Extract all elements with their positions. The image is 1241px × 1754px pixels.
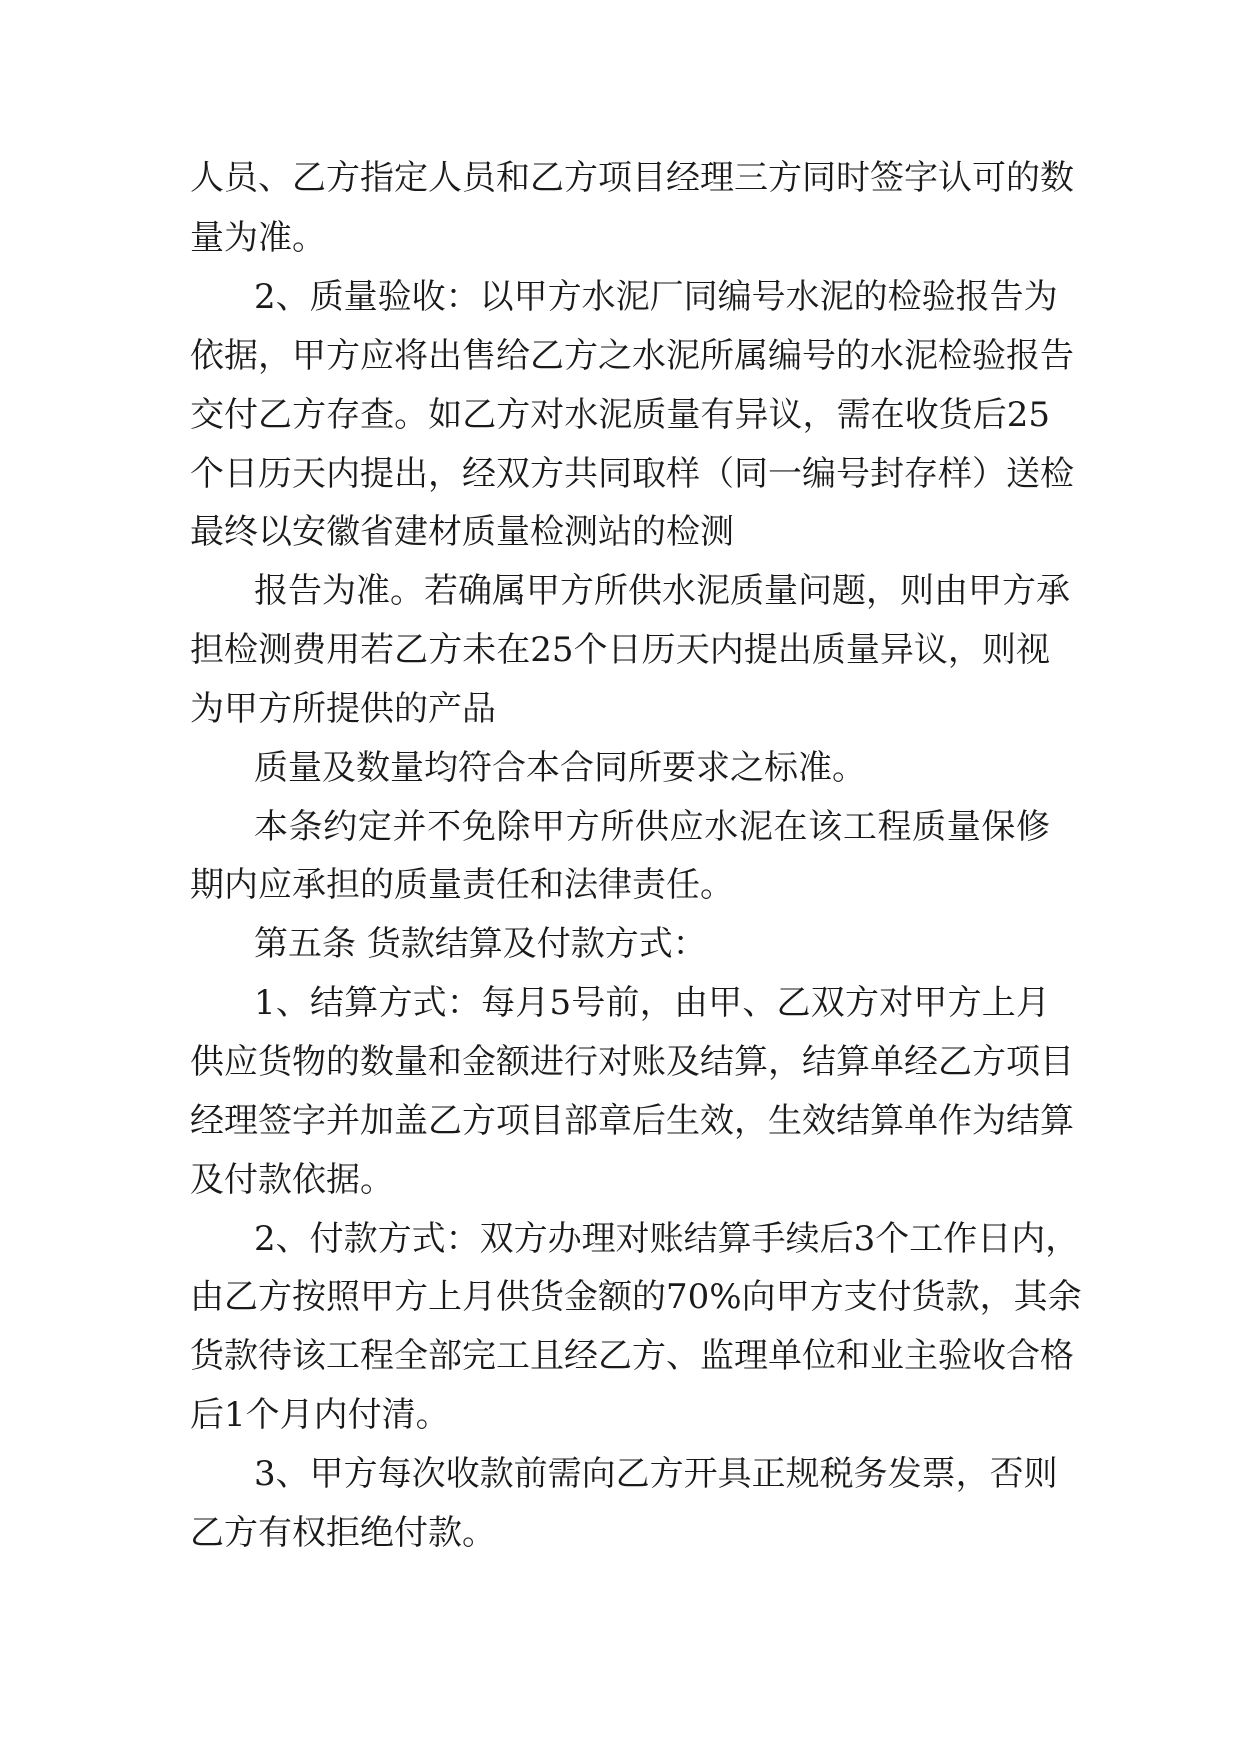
text-line: 量为准。	[190, 218, 326, 258]
text-line: 个日历天内提出，经双方共同取样（同一编号封存样）送检	[190, 454, 1074, 494]
text-line: 期内应承担的质量责任和法律责任。	[190, 865, 734, 905]
text-line: 后1个月内付清。	[190, 1395, 450, 1435]
text-line: 报告为准。若确属甲方所供水泥质量问题，则由甲方承	[254, 571, 1070, 611]
text-line: 乙方有权拒绝付款。	[190, 1513, 496, 1553]
text-line: 2、付款方式：双方办理对账结算手续后3个工作日内，	[254, 1219, 1080, 1259]
text-line: 人员、乙方指定人员和乙方项目经理三方同时签字认可的数	[190, 158, 1074, 198]
text-line: 货款待该工程全部完工且经乙方、监理单位和业主验收合格	[190, 1336, 1074, 1376]
text-line: 由乙方按照甲方上月供货金额的70%向甲方支付货款，其余	[190, 1277, 1082, 1317]
text-line: 供应货物的数量和金额进行对账及结算，结算单经乙方项目	[190, 1042, 1074, 1082]
text-line: 依据，甲方应将出售给乙方之水泥所属编号的水泥检验报告	[190, 336, 1074, 376]
text-line: 1、结算方式：每月5号前，由甲、乙双方对甲方上月	[254, 983, 1050, 1023]
text-line: 交付乙方存查。如乙方对水泥质量有异议，需在收货后25	[190, 395, 1050, 435]
text-line: 经理签字并加盖乙方项目部章后生效，生效结算单作为结算	[190, 1101, 1074, 1141]
text-line: 担检测费用若乙方未在25个日历天内提出质量异议，则视	[190, 630, 1050, 670]
text-line: 及付款依据。	[190, 1160, 394, 1200]
text-line: 质量及数量均符合本合同所要求之标准。	[254, 748, 866, 788]
text-line: 本条约定并不免除甲方所供应水泥在该工程质量保修	[254, 807, 1050, 847]
section-heading: 第五条 货款结算及付款方式：	[254, 924, 707, 964]
text-line: 3、甲方每次收款前需向乙方开具正规税务发票，否则	[254, 1454, 1058, 1494]
text-line: 2、质量验收：以甲方水泥厂同编号水泥的检验报告为	[254, 277, 1058, 317]
text-line: 为甲方所提供的产品	[190, 689, 496, 729]
text-line: 最终以安徽省建材质量检测站的检测	[190, 512, 734, 552]
